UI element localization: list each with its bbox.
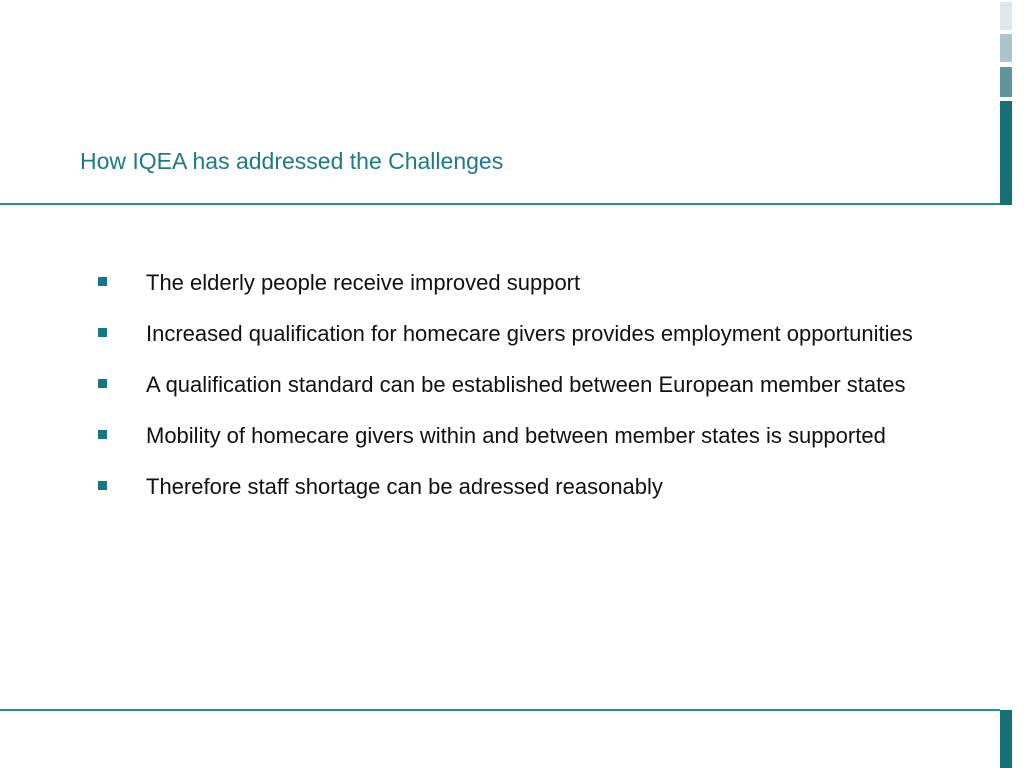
bullet-text: A qualification standard can be established between European member states bbox=[146, 372, 906, 397]
square-bullet-icon bbox=[98, 481, 107, 490]
title-divider bbox=[0, 203, 1000, 205]
decorative-bar bbox=[1000, 2, 1012, 30]
bullet-text: The elderly people receive improved support bbox=[146, 270, 581, 295]
bullet-text: Therefore staff shortage can be adressed reasonably bbox=[146, 474, 663, 499]
list-item bbox=[96, 368, 926, 402]
bullet-list bbox=[96, 266, 926, 521]
list-item bbox=[96, 317, 926, 351]
bullet-text: Increased qualification for homecare givers provides employment opportunities bbox=[146, 321, 913, 346]
decorative-bar bbox=[1000, 710, 1012, 768]
square-bullet-icon bbox=[98, 328, 107, 337]
square-bullet-icon bbox=[98, 277, 107, 286]
decorative-bar bbox=[1000, 34, 1012, 62]
bullet-text: Mobility of homecare givers within and between member states is supported bbox=[146, 423, 886, 448]
square-bullet-icon bbox=[98, 379, 107, 388]
list-item bbox=[96, 266, 926, 300]
footer-divider bbox=[0, 709, 1000, 711]
list-item bbox=[96, 470, 926, 504]
list-item bbox=[96, 419, 926, 453]
decorative-bar bbox=[1000, 101, 1012, 205]
slide-title: How IQEA has addressed the Challenges bbox=[80, 148, 504, 174]
decorative-bar bbox=[1000, 67, 1012, 97]
square-bullet-icon bbox=[98, 430, 107, 439]
